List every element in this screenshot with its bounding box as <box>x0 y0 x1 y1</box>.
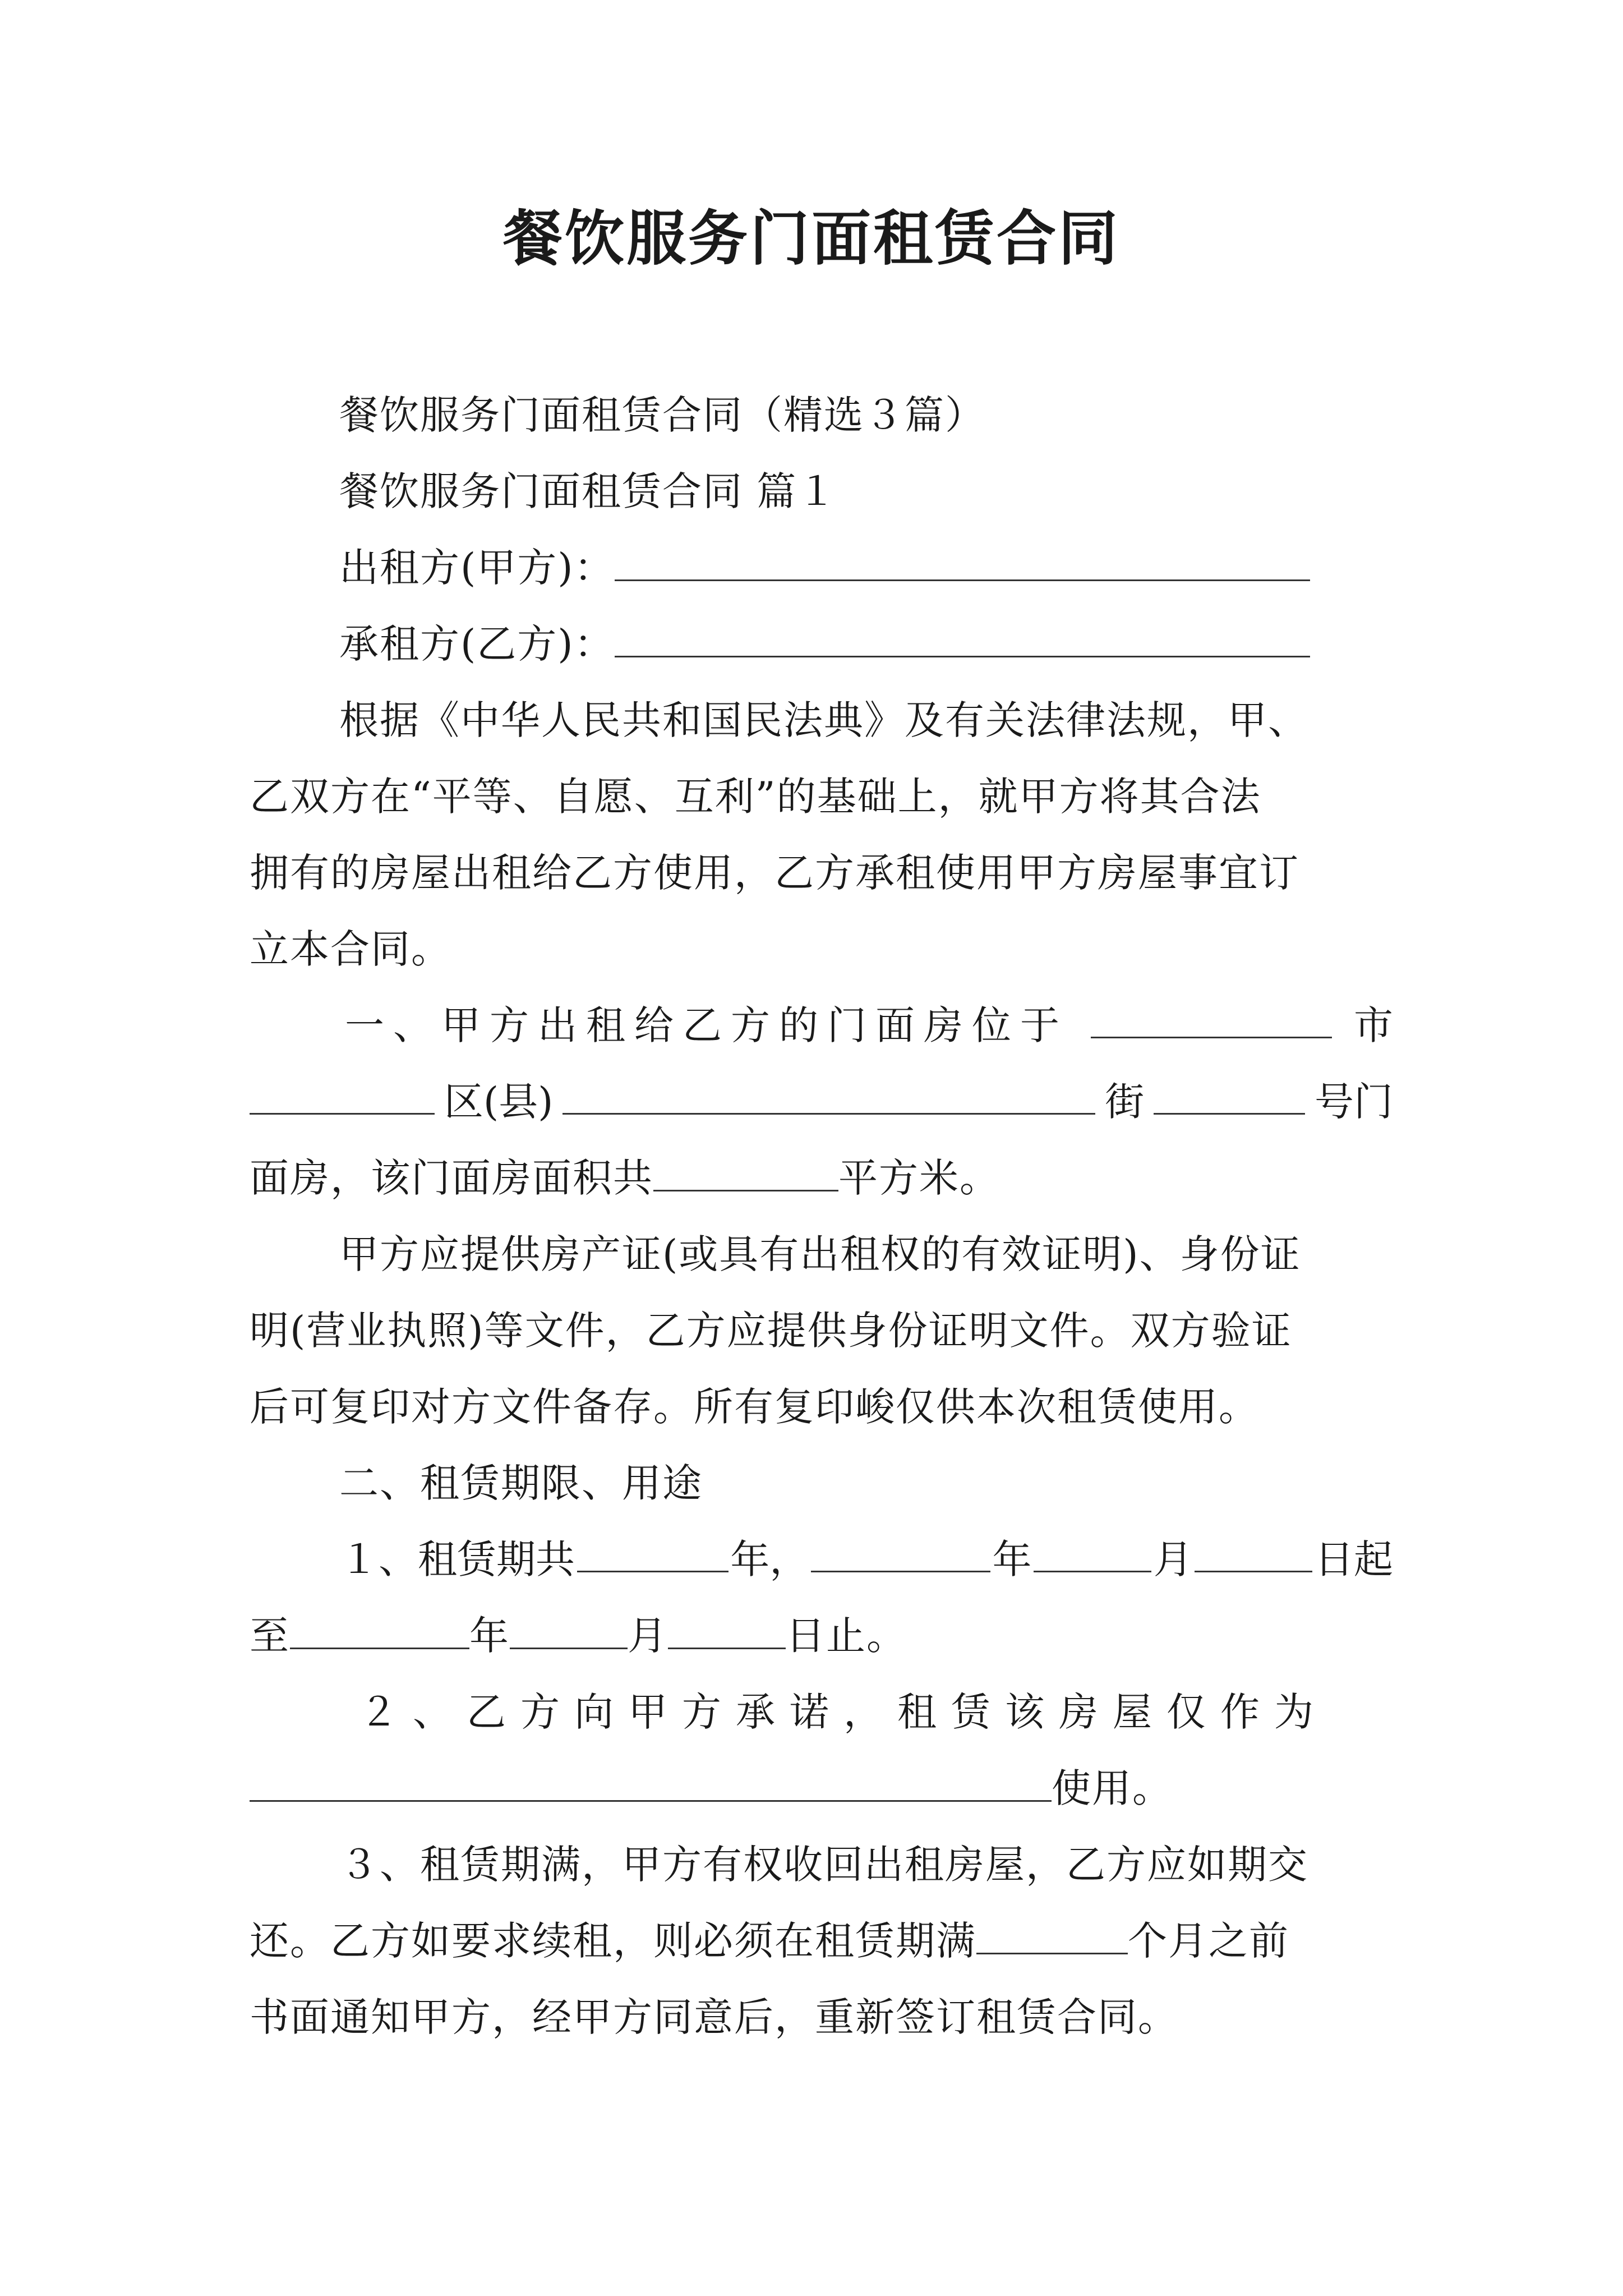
address-line: 区(县) 街 号门 <box>250 1074 1393 1130</box>
area-blank <box>653 1151 838 1191</box>
clause-one-line: 一、甲方出租给乙方的门面房位于 市 <box>345 997 1393 1053</box>
paragraph-line: 立本合同。 <box>250 926 451 972</box>
use-purpose-blank <box>250 1761 1052 1802</box>
paragraph-line: 乙双方在“平等、自愿、互利”的基础上，就甲方将其合法 <box>250 774 1261 820</box>
end-month-blank <box>510 1608 628 1649</box>
paragraph-line: 甲方应提供房产证(或具有出租权的有效证明)、身份证 <box>339 1231 1301 1277</box>
paragraph-line: 根据《中华人民共和国民法典》及有关法律法规，甲、 <box>339 697 1308 743</box>
renewal-line: 还。乙方如要求续租，则必须在租赁期满 个月之前 <box>250 1913 1393 1969</box>
document-title: 餐饮服务门面租赁合同 <box>503 203 1120 273</box>
street-number-blank <box>1154 1074 1305 1115</box>
section-heading: 餐饮服务门面租赁合同 篇１ <box>339 468 838 514</box>
city-blank <box>1091 997 1332 1038</box>
section-heading: 二、租赁期限、用途 <box>339 1460 703 1506</box>
subtitle-line: 餐饮服务门面租赁合同（精选３篇） <box>339 392 985 438</box>
use-clause-line: ２、乙方向甲方承诺，租赁该房屋仅作为 <box>359 1689 1328 1735</box>
area-line: 面房，该门面房面积共 平方米。 <box>250 1150 1393 1206</box>
term-line: １、租赁期共 年， 年 月 日起 <box>339 1531 1393 1588</box>
end-year-blank <box>290 1608 469 1649</box>
district-blank <box>250 1074 435 1115</box>
paragraph-line: ３、租赁期满，甲方有权收回出租房屋，乙方应如期交 <box>339 1842 1308 1888</box>
paragraph-line: 后可复印对方文件备存。所有复印峻仅供本次租赁使用。 <box>250 1384 1259 1430</box>
use-blank-line: 使用。 <box>250 1760 1393 1816</box>
paragraph-line: 书面通知甲方，经甲方同意后，重新签订租赁合同。 <box>250 1994 1178 2040</box>
term-years-blank <box>577 1531 728 1572</box>
lessor-blank <box>615 540 1310 581</box>
end-day-blank <box>668 1608 786 1649</box>
paragraph-line: 明(营业执照)等文件，乙方应提供身份证明文件。双方验证 <box>250 1308 1292 1354</box>
term-end-line: 至 年 月 日止。 <box>250 1608 1393 1664</box>
notice-months-blank <box>976 1913 1128 1954</box>
lessor-field: 出租方(甲方)： <box>339 540 1393 596</box>
street-name-blank <box>562 1074 1095 1115</box>
start-month-blank <box>1034 1531 1151 1572</box>
start-year-blank <box>811 1531 990 1572</box>
lessee-field: 承租方(乙方)： <box>339 616 1393 672</box>
lessee-blank <box>615 616 1310 657</box>
start-day-blank <box>1195 1531 1312 1572</box>
paragraph-line: 拥有的房屋出租给乙方使用，乙方承租使用甲方房屋事宜订 <box>250 850 1299 896</box>
